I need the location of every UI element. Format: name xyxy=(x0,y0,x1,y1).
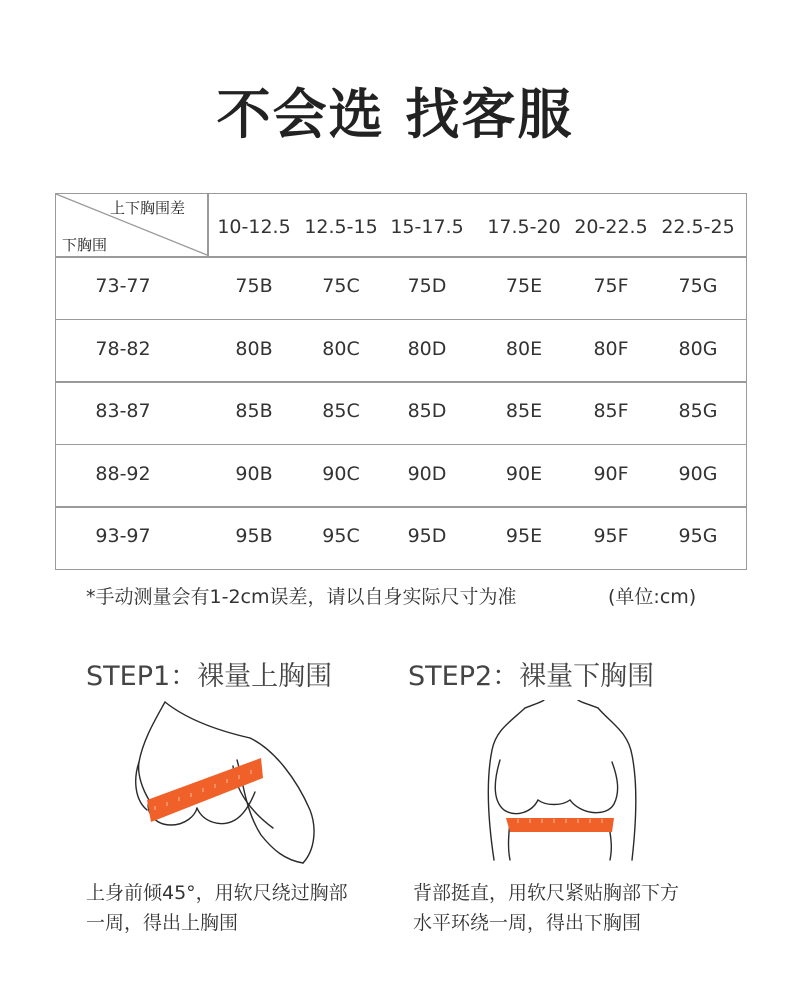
page-title: 不会选 找客服 xyxy=(216,83,574,146)
corner-header-underbust: 下胸围 xyxy=(62,236,108,254)
step2-description xyxy=(413,878,723,938)
size-cell: 85G xyxy=(678,400,718,422)
size-cell: 85D xyxy=(407,400,447,422)
size-cell: 95D xyxy=(407,525,447,547)
size-cell: 90E xyxy=(505,462,543,485)
size-cell: 75B xyxy=(235,275,273,297)
size-cell: 90G xyxy=(678,462,718,485)
size-cell: 90C xyxy=(322,462,360,485)
step1-desc-line1: 上身前倾45°，用软尺绕过胸部 xyxy=(86,882,348,904)
row-header-underbust: 93-97 xyxy=(95,525,151,547)
size-cell: 80G xyxy=(678,337,718,360)
column-header: 12.5-15 xyxy=(304,216,378,238)
size-cell: 85F xyxy=(593,400,629,422)
row-divider xyxy=(56,506,746,508)
column-header: 20-22.5 xyxy=(574,216,648,238)
size-cell: 75C xyxy=(322,275,360,297)
row-header-underbust: 78-82 xyxy=(95,337,151,360)
size-cell: 80B xyxy=(235,337,273,360)
unit-label: (单位:cm) xyxy=(608,586,697,608)
size-cell: 95G xyxy=(678,525,718,547)
column-header: 15-17.5 xyxy=(390,216,464,238)
size-cell: 85E xyxy=(505,400,543,422)
row-divider xyxy=(56,381,746,383)
step2-desc-line2: 水平环绕一周，得出下胸围 xyxy=(413,912,642,934)
size-cell: 90B xyxy=(235,462,273,485)
size-cell: 75G xyxy=(678,275,718,297)
measurement-note: *手动测量会有1-2cm误差，请以自身实际尺寸为准 xyxy=(86,586,517,608)
step1-description xyxy=(86,878,396,938)
row-divider xyxy=(56,319,746,321)
size-cell: 85C xyxy=(322,400,360,422)
column-header: 10-12.5 xyxy=(217,216,291,238)
size-cell: 75E xyxy=(505,275,543,297)
size-cell: 80E xyxy=(505,337,543,360)
step2-title: STEP2：裸量下胸围 xyxy=(408,661,655,692)
column-header: 17.5-20 xyxy=(487,216,561,238)
size-cell: 85B xyxy=(235,400,273,422)
step2-desc-line1: 背部挺直，用软尺紧贴胸部下方 xyxy=(413,882,680,904)
step1-title: STEP1：裸量上胸围 xyxy=(86,661,333,692)
corner-header-bust-diff: 上下胸围差 xyxy=(110,199,186,217)
row-header-underbust: 88-92 xyxy=(95,462,151,485)
size-cell: 75D xyxy=(407,275,447,297)
row-divider xyxy=(56,256,746,258)
size-cell: 95B xyxy=(235,525,273,547)
row-divider xyxy=(56,444,746,446)
size-cell: 80F xyxy=(593,337,629,360)
column-header: 22.5-25 xyxy=(661,216,735,238)
step1-desc-line2: 一周，得出上胸围 xyxy=(86,912,239,934)
size-cell: 95F xyxy=(593,525,629,547)
size-cell: 75F xyxy=(593,275,629,297)
size-cell: 90F xyxy=(593,462,629,485)
row-header-underbust: 83-87 xyxy=(95,400,151,422)
size-table xyxy=(55,193,747,570)
size-cell: 90D xyxy=(407,462,447,485)
row-header-underbust: 73-77 xyxy=(95,275,151,297)
step1-illustration xyxy=(125,700,325,865)
size-cell: 95E xyxy=(505,525,543,547)
size-cell: 80D xyxy=(407,337,447,360)
size-cell: 80C xyxy=(322,337,360,360)
step2-illustration xyxy=(480,700,660,865)
size-cell: 95C xyxy=(322,525,360,547)
